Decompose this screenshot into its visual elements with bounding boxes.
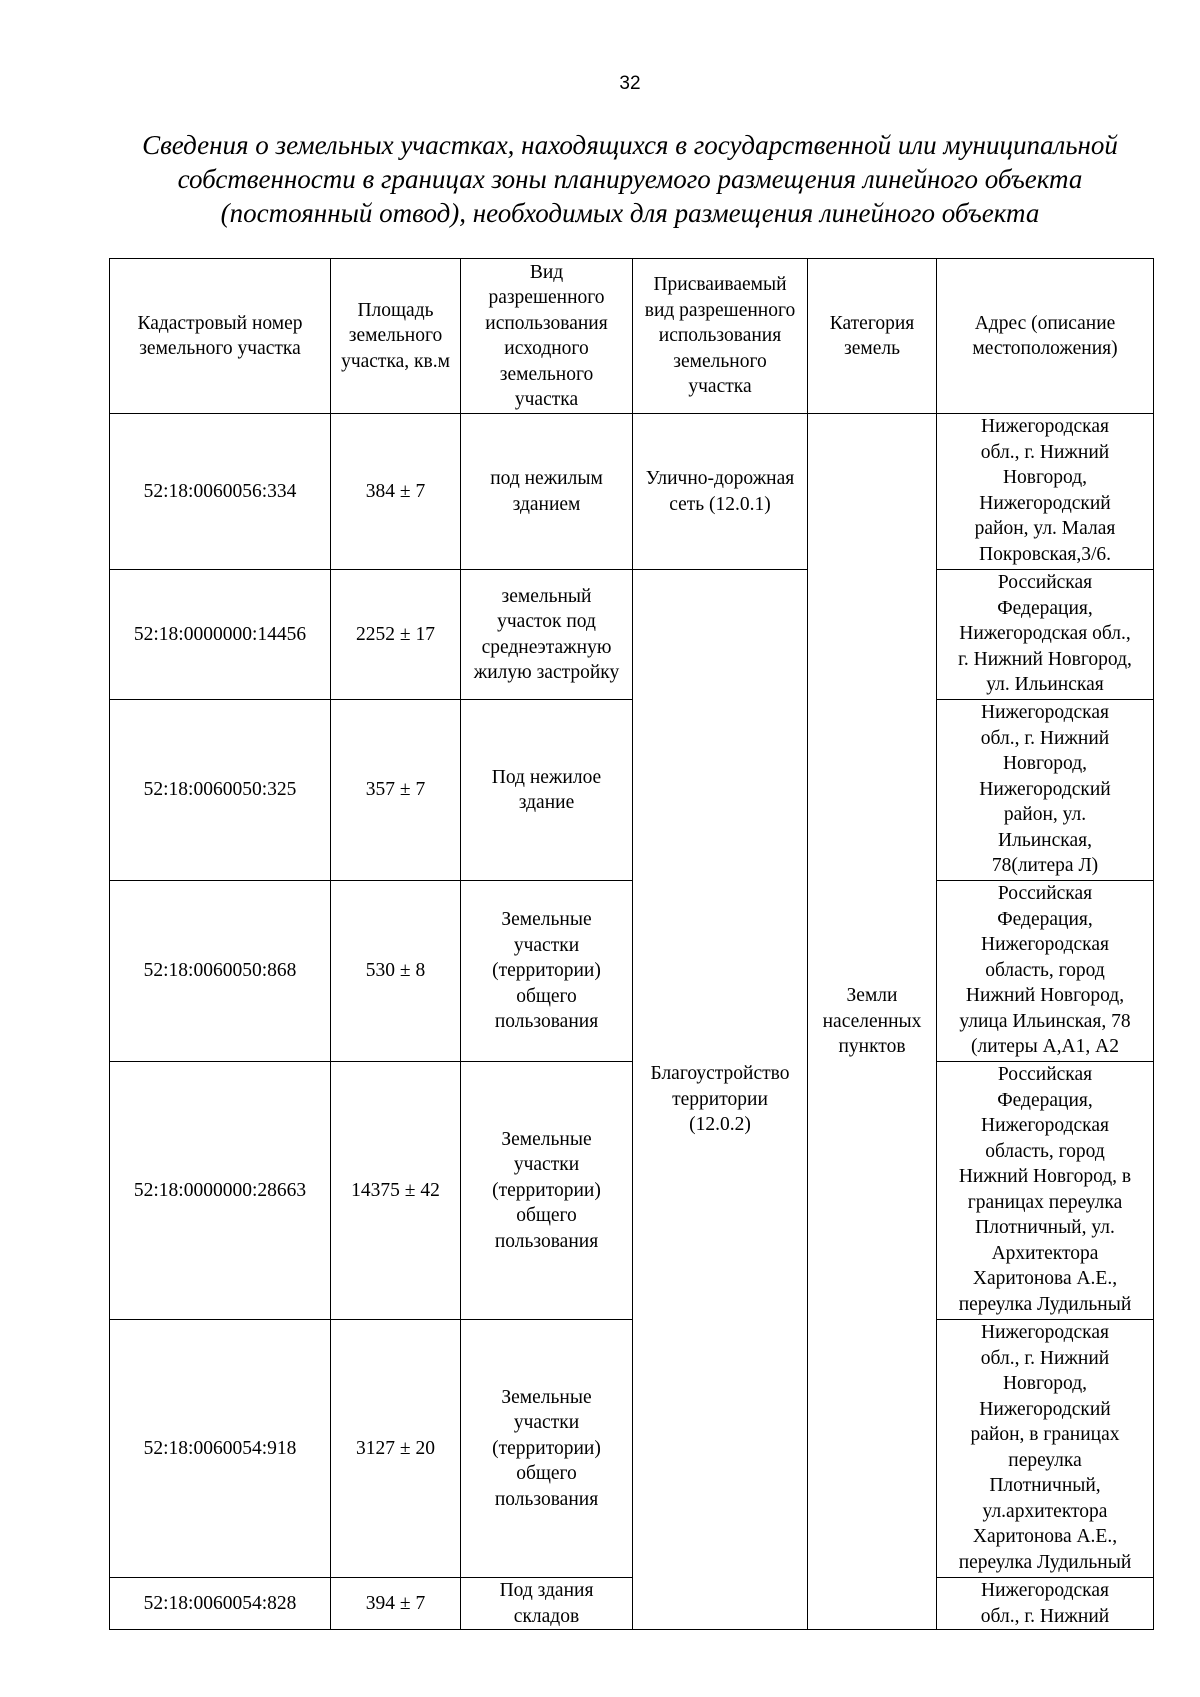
table-row: [110, 700, 1154, 881]
address: Российская Федерация, Нижегородская обл., г. Нижний Новгород, ул. Ильинская: [937, 570, 1154, 700]
document-title: [100, 128, 1160, 230]
plot-area: 394 ± 7: [331, 1578, 461, 1630]
address: Нижегородская обл., г. Нижний: [937, 1578, 1154, 1630]
land-category: Земли населенных пунктов: [808, 414, 937, 1630]
table-row: [110, 1578, 1154, 1630]
land-plots-table: [109, 258, 1154, 1630]
plot-area: 357 ± 7: [331, 700, 461, 881]
original-use: Земельные участки (территории) общего пользования: [461, 881, 633, 1062]
original-use: Земельные участки (территории) общего пользования: [461, 1062, 633, 1320]
plot-area: 14375 ± 42: [331, 1062, 461, 1320]
cadastral-number: 52:18:0060054:828: [110, 1578, 331, 1630]
table-row: [110, 881, 1154, 1062]
cadastral-number: 52:18:0060050:325: [110, 700, 331, 881]
address: Нижегородская обл., г. Нижний Новгород, Нижегородский район, ул. Малая Покровская,3/6.: [937, 414, 1154, 570]
cadastral-number: 52:18:0000000:14456: [110, 570, 331, 700]
address: Нижегородская обл., г. Нижний Новгород, Нижегородский район, ул. Ильинская, 78(литера Л): [937, 700, 1154, 881]
plot-area: 2252 ± 17: [331, 570, 461, 700]
address: Нижегородская обл., г. Нижний Новгород, Нижегородский район, в границах переулка Плотничный, ул.архитектора Харитонова А.Е., переулка Лудильный: [937, 1320, 1154, 1578]
cadastral-number: 52:18:0060056:334: [110, 414, 331, 570]
assigned-use: Улично-дорожная сеть (12.0.1): [633, 414, 808, 570]
address: Российская Федерация, Нижегородская область, город Нижний Новгород, улица Ильинская, 78 (литеры А,А1, А2: [937, 881, 1154, 1062]
title-line: собственности в границах зоны планируемого размещения линейного объекта: [177, 164, 1083, 194]
table-row: [110, 570, 1154, 700]
original-use: Земельные участки (территории) общего пользования: [461, 1320, 633, 1578]
header-land-category: Категория земель: [808, 259, 937, 414]
table-row: [110, 1062, 1154, 1320]
cadastral-number: 52:18:0060050:868: [110, 881, 331, 1062]
plot-area: 530 ± 8: [331, 881, 461, 1062]
table-row: [110, 1320, 1154, 1578]
assigned-use: Благоустройство территории (12.0.2): [633, 570, 808, 1630]
original-use: под нежилым зданием: [461, 414, 633, 570]
title-line: Сведения о земельных участках, находящихся в государственной или муниципальной: [142, 130, 1118, 160]
page-number: 32: [619, 73, 641, 94]
table-header-row: [110, 259, 1154, 414]
plot-area: 3127 ± 20: [331, 1320, 461, 1578]
cadastral-number: 52:18:0060054:918: [110, 1320, 331, 1578]
plot-area: 384 ± 7: [331, 414, 461, 570]
title-line: (постоянный отвод), необходимых для размещения линейного объекта: [220, 198, 1040, 228]
original-use: земельный участок под среднеэтажную жилую застройку: [461, 570, 633, 700]
header-area: Площадь земельного участка, кв.м: [331, 259, 461, 414]
header-assigned-use: Присваиваемый вид разрешенного использования земельного участка: [633, 259, 808, 414]
address: Российская Федерация, Нижегородская область, город Нижний Новгород, в границах переулка Плотничный, ул. Архитектора Харитонова А.Е., переулка Лудильный: [937, 1062, 1154, 1320]
header-original-use: Вид разрешенного использования исходного земельного участка: [461, 259, 633, 414]
table-row: [110, 414, 1154, 570]
cadastral-number: 52:18:0000000:28663: [110, 1062, 331, 1320]
header-cadastral-number: Кадастровый номер земельного участка: [110, 259, 331, 414]
header-address: Адрес (описание местоположения): [937, 259, 1154, 414]
original-use: Под нежилое здание: [461, 700, 633, 881]
original-use: Под здания складов: [461, 1578, 633, 1630]
